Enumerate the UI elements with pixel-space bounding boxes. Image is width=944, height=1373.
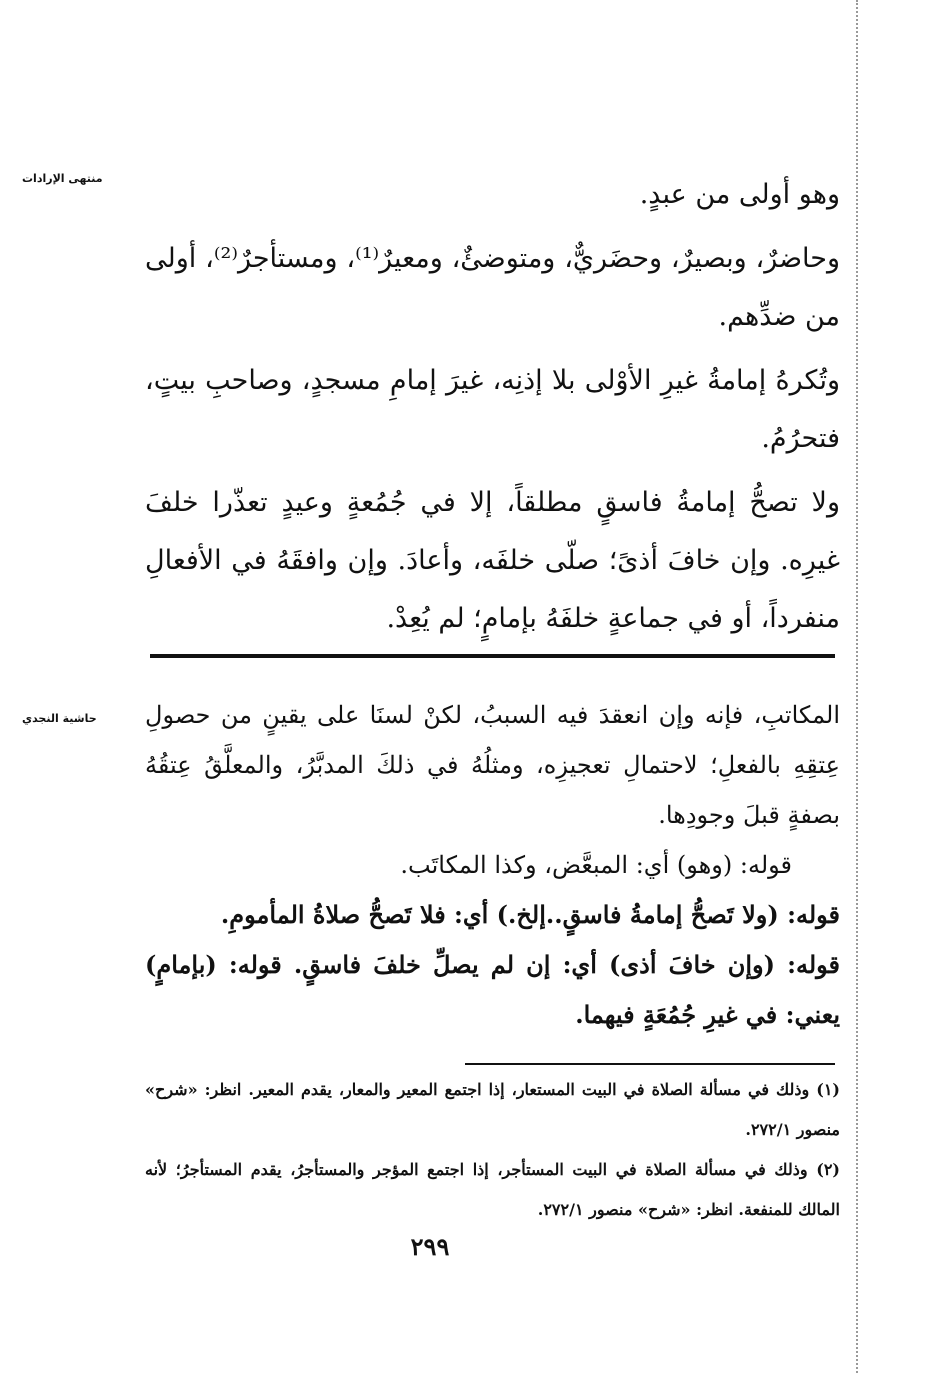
- main-paragraph: وتُكرهُ إمامةُ غيرِ الأوْلى بلا إذنِه، غيرَ إمامِ مسجدٍ، وصاحبِ بيتٍ، فتحرُمُ.: [145, 365, 840, 454]
- commentary-title-label: حاشية النجدي: [22, 712, 97, 725]
- footnote-separator: [465, 1063, 835, 1065]
- main-paragraph: وحاضرٌ، وبصيرٌ، وحضَريٌّ، ومتوضئٌ، ومعيرٌ⁽¹⁾، ومستأجرٌ⁽²⁾، أولى من ضدِّهم.: [145, 243, 841, 332]
- commentary-text: [145, 690, 840, 1040]
- commentary-paragraph: قوله: (وإن خافَ أذى) أي: إن لم يصلِّ خلفَ فاسقٍ. قوله: (بإمامٍ) يعني: في غيرِ جُمُعَةٍ فيهما.: [145, 950, 840, 1029]
- commentary-paragraph: قوله: (ولا تَصحُّ إمامةُ فاسقٍ..إلخ.) أي: فلا تَصحُّ صلاةُ المأمومِ.: [220, 900, 840, 929]
- main-text: [145, 166, 840, 648]
- page-edge-divider: [856, 0, 858, 1373]
- page-number: ٢٩٩: [410, 1232, 450, 1261]
- footnote: (٢) وذلك في مسألة الصلاة في البيت المستأجر، إذا اجتمع المؤجر والمستأجرُ، يقدم المستأجرُ؛ لأنه المالك للمنفعة. انظر: «شرح» منصور ٢٧٢/١.: [145, 1160, 840, 1219]
- footnote: (١) وذلك في مسألة الصلاة في البيت المستعار، إذا اجتمع المعير والمعار، يقدم المعير. انظر: «شرح» منصور ٢٧٢/١.: [145, 1080, 840, 1139]
- commentary-paragraph: قوله: (وهو) أي: المبعَّض، وكذا المكاتَب.: [400, 851, 792, 879]
- commentary-paragraph: المكاتبِ، فإنه وإن انعقدَ فيه السببُ، لكنْ لسنَا على يقينٍ من حصولِ عِتقِهِ بالفعلِ؛ لاحتمالِ تعجيزِه، ومثلُهُ في ذلكَ المدبَّرُ، والمعلَّقُ عِتقُهُ بصفةٍ قبلَ وجودِها.: [145, 701, 840, 829]
- main-paragraph: ولا تصحُّ إمامةُ فاسقٍ مطلقاً، إلا في جُمُعةٍ وعيدٍ تعذّرا خلفَ غيرِه. وإن خافَ أذىً؛ صلّى خلفَه، وأعادَ. وإن وافقَهُ في الأفعالِ منفرداً، أو في جماعةٍ خلفَهُ بإمامٍ؛ لم يُعِدْ.: [145, 487, 840, 634]
- main-paragraph: وهو أولى من عبدٍ.: [639, 179, 840, 210]
- footnotes: [145, 1070, 840, 1230]
- main-commentary-separator: [150, 654, 835, 658]
- book-title-label: منتهى الإرادات: [22, 172, 103, 185]
